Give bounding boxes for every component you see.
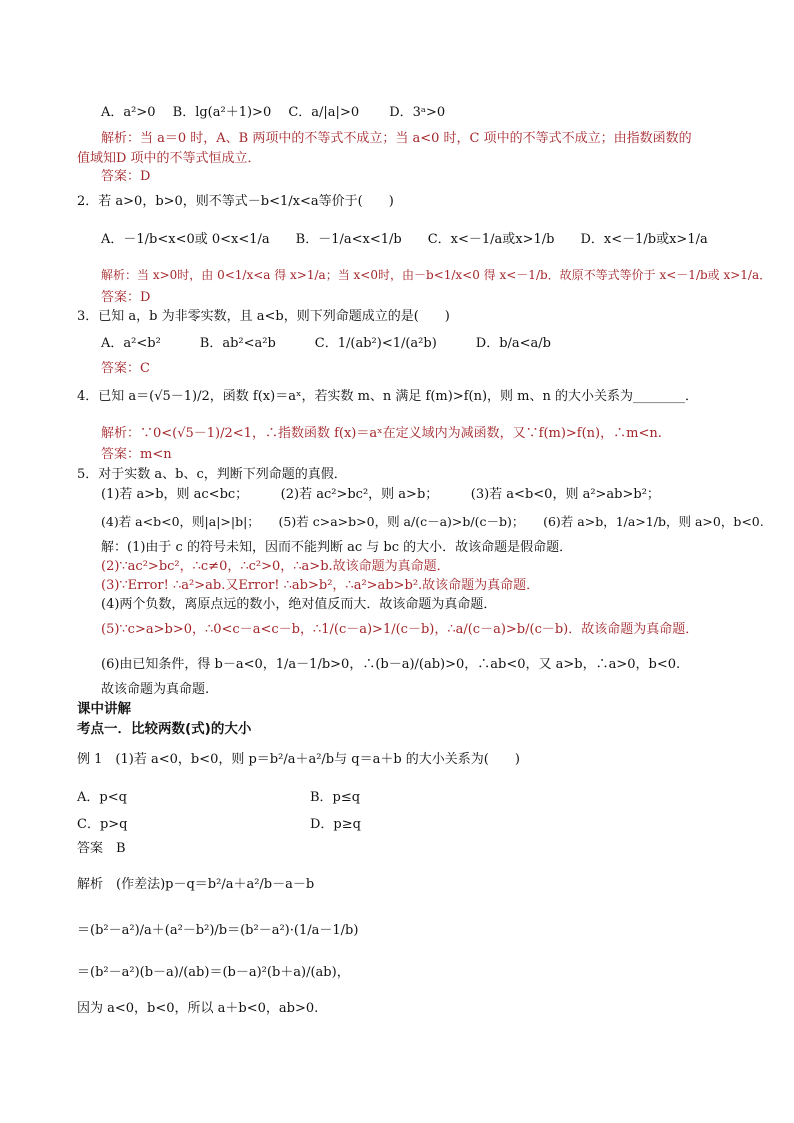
ex1-option-a: A．p<q: [77, 790, 127, 805]
q5-solution-4: (4)两个负数，离原点远的数小，绝对值反而大．故该命题为真命题．: [101, 597, 497, 612]
q5-solution-3: (3)∵Error! ∴a²>ab.又Error! ∴ab>b²，∴a²>ab>b².故该命题为真命题．: [101, 578, 540, 593]
kaodian-heading: 考点一．比较两数(式)的大小: [77, 721, 252, 737]
ex1-analysis-line1: 解析 (作差法)p－q＝b²/a＋a²/b－a－b: [77, 877, 315, 892]
q3-answer: 答案：C: [101, 361, 150, 376]
q1-options: A．a²>0 B．lg(a²＋1)>0 C．a/|a|>0 D．3ᵃ>0: [101, 105, 446, 120]
ex1-analysis-line4: 因为 a<0，b<0，所以 a＋b<0，ab>0.: [77, 1001, 319, 1016]
q5-stem: 5．对于实数 a、b、c，判断下列命题的真假．: [77, 467, 347, 482]
q2-answer: 答案：D: [101, 290, 151, 305]
ex1-analysis-line3: ＝(b²－a²)(b－a)/(ab)＝(b－a)²(b＋a)/(ab)，: [77, 965, 350, 980]
q5-items-row1: (1)若 a>b，则 ac<bc； (2)若 ac²>bc²，则 a>b； (3)若 a<b<0，则 a²>ab>b²；: [101, 487, 660, 502]
ex1-option-d: D．p≥q: [310, 817, 361, 832]
q4-analysis: 解析：∵0<(√5－1)/2<1，∴指数函数 f(x)＝aˣ在定义域内为减函数，又∵f(m)>f(n)，∴m<n.: [101, 426, 662, 441]
q5-solution-2: (2)∵ac²>bc²，∴c≠0，∴c²>0，∴a>b.故该命题为真命题．: [101, 559, 450, 574]
ex1-option-b: B．p≤q: [310, 790, 361, 805]
q1-analysis-line2: 值域知D 项中的不等式恒成立．: [77, 151, 261, 166]
q5-solution-1: 解：(1)由于 c 的符号未知，因而不能判断 ac 与 bc 的大小．故该命题是假命题．: [101, 540, 573, 555]
q4-answer: 答案：m<n: [101, 447, 172, 462]
q3-stem: 3．已知 a，b 为非零实数，且 a<b，则下列命题成立的是( ): [77, 309, 450, 324]
q1-answer: 答案：D: [101, 169, 151, 184]
q2-stem: 2．若 a>0，b>0，则不等式－b<1/x<a等价于( ): [77, 194, 394, 209]
ex1-option-c: C．p>q: [77, 817, 128, 832]
q2-analysis: 解析：当 x>0时，由 0<1/x<a 得 x>1/a；当 x<0时，由－b<1/x<0 得 x<－1/b．故原不等式等价于 x<－1/b或 x>1/a．: [101, 268, 772, 282]
q1-analysis-line1: 解析：当 a＝0 时，A、B 两项中的不等式不成立；当 a<0 时，C 项中的不等式不成立；由指数函数的: [101, 131, 692, 146]
q4-stem: 4．已知 a＝(√5－1)/2，函数 f(x)＝aˣ，若实数 m、n 满足 f(m)>f(n)，则 m、n 的大小关系为________．: [77, 389, 699, 404]
q3-options: A．a²<b² B．ab²<a²b C．1/(ab²)<1/(a²b) D．b/a<a/b: [101, 336, 552, 351]
q5-items-row2: (4)若 a<b<0，则|a|>|b|； (5)若 c>a>b>0，则 a/(c－a)>b/(c－b)； (6)若 a>b，1/a>1/b，则 a>0，b<0.: [101, 514, 764, 529]
q5-solution-7: 故该命题为真命题.: [101, 682, 210, 697]
q5-solution-6: (6)由已知条件，得 b－a<0，1/a－1/b>0，∴(b－a)/(ab)>0，∴ab<0，又 a>b，∴a>0，b<0.: [101, 657, 681, 672]
ex1-analysis-line2: ＝(b²－a²)/a＋(a²－b²)/b＝(b²－a²)·(1/a－1/b): [77, 923, 359, 938]
ex1-answer: 答案 B: [77, 841, 126, 856]
section-title: 课中讲解: [77, 701, 131, 717]
ex1-stem: 例 1 (1)若 a<0，b<0，则 p＝b²/a＋a²/b与 q＝a＋b 的大小关系为( ): [77, 752, 520, 767]
q2-options: A．－1/b<x<0或 0<x<1/a B．－1/a<x<1/b C．x<－1/a或x>1/b D．x<－1/b或x>1/a: [101, 232, 708, 247]
q5-solution-5: (5)∵c>a>b>0，∴0<c－a<c－b，∴1/(c－a)>1/(c－b)，∴a/(c－a)>b/(c－b)．故该命题为真命题．: [101, 622, 699, 637]
